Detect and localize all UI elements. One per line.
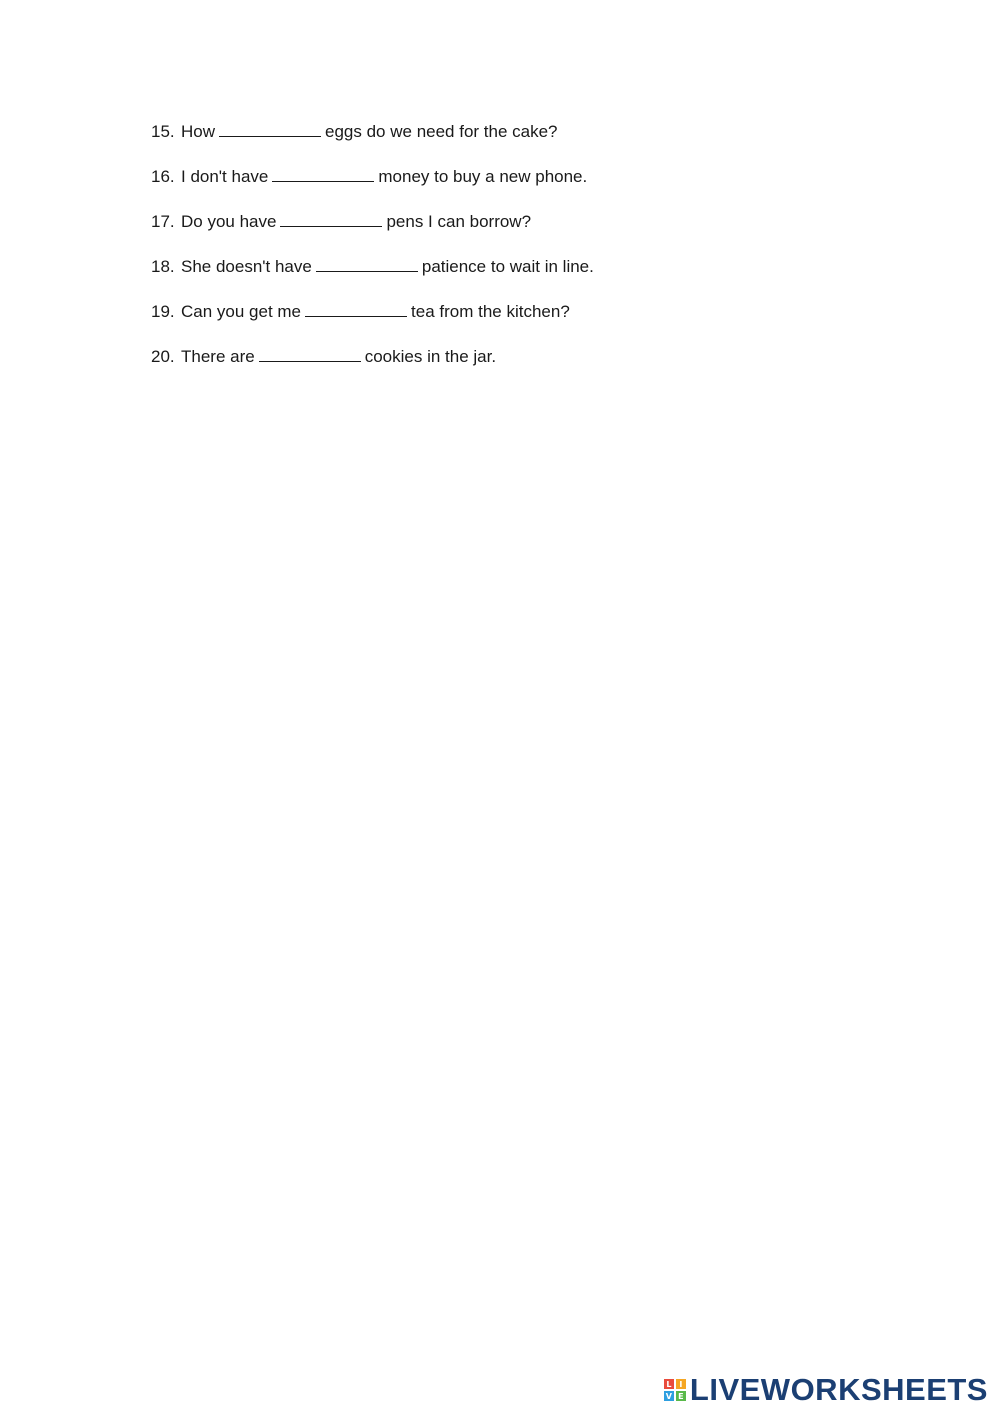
- answer-blank[interactable]: [305, 299, 407, 317]
- question-text-before: There are: [181, 347, 255, 366]
- question-text-before: She doesn't have: [181, 257, 312, 276]
- question-item: [151, 119, 594, 164]
- question-text-after: tea from the kitchen?: [411, 302, 570, 321]
- logo-letter: V: [665, 1391, 672, 1401]
- answer-blank[interactable]: [272, 164, 374, 182]
- brand-name: LIVEWORKSHEETS: [689, 1372, 988, 1407]
- question-item: [151, 209, 594, 254]
- question-text-after: money to buy a new phone.: [378, 167, 588, 186]
- question-number: 17.: [151, 212, 175, 231]
- question-number: 16.: [151, 167, 175, 186]
- question-item: [151, 254, 594, 299]
- question-number: 19.: [151, 302, 175, 321]
- answer-blank[interactable]: [280, 209, 382, 227]
- logo-letter: E: [676, 1391, 686, 1401]
- logo-letter: I: [676, 1379, 686, 1389]
- question-number: 18.: [151, 257, 175, 276]
- logo-letter: L: [664, 1379, 674, 1389]
- question-text-after: cookies in the jar.: [364, 347, 497, 366]
- answer-blank[interactable]: [316, 254, 418, 272]
- liveworksheets-logo: [664, 1372, 988, 1408]
- question-number: 20.: [151, 347, 175, 366]
- question-number: 15.: [151, 122, 175, 141]
- question-text-before: I don't have: [181, 167, 269, 186]
- question-text-before: Do you have: [181, 212, 277, 231]
- question-text-after: patience to wait in line.: [421, 257, 594, 276]
- logo-grid-icon: [664, 1379, 686, 1401]
- question-text-before: Can you get me: [181, 302, 302, 321]
- answer-blank[interactable]: [219, 119, 321, 137]
- question-item: [151, 164, 594, 209]
- question-text-after: eggs do we need for the cake?: [325, 122, 558, 141]
- question-text-before: How: [181, 122, 216, 141]
- question-item: [151, 299, 594, 344]
- question-list: [151, 119, 594, 389]
- answer-blank[interactable]: [259, 344, 361, 362]
- question-item: [151, 344, 594, 389]
- question-text-after: pens I can borrow?: [386, 212, 532, 231]
